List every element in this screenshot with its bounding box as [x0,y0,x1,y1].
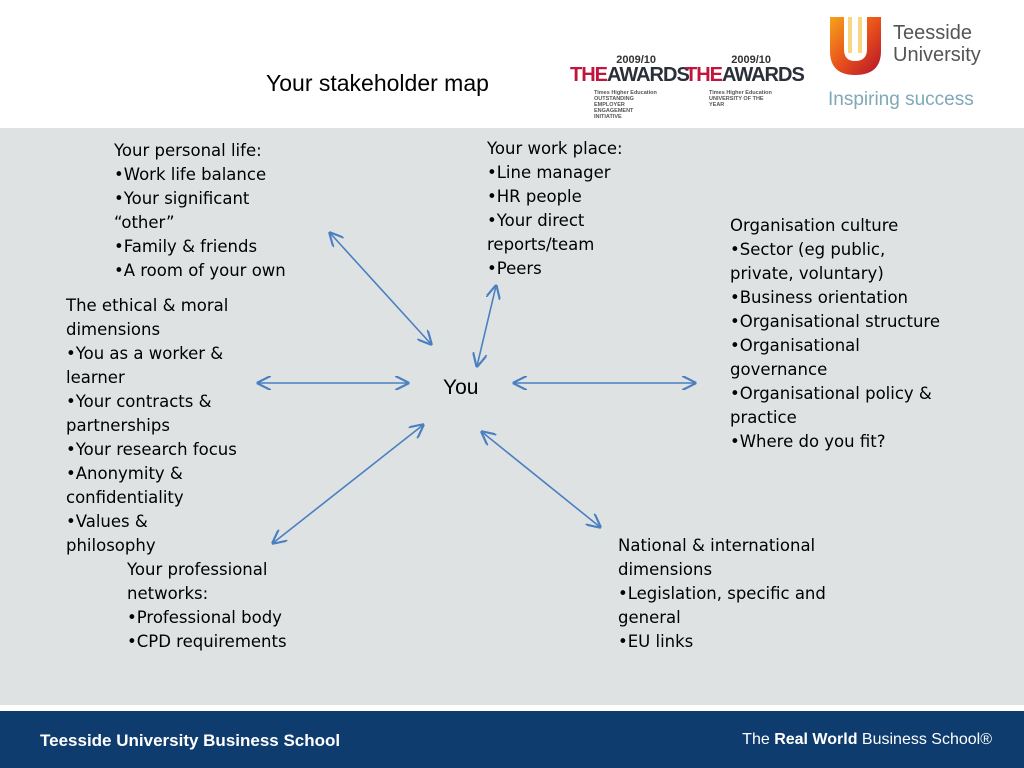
award-badge-1 [570,54,689,120]
award-year: 2009/10 [616,54,656,66]
award-title: THEAWARDS [685,64,804,86]
footer-slogan: The Real World Business School® [742,731,992,748]
box-ethical-moral: The ethical & moral dimensions •You as a worker & learner •Your contracts & partnerships •Your research focus •Anonymity & confidentiality •Values & philosophy [66,296,237,555]
award-title: THEAWARDS [570,64,689,86]
header [0,0,1024,128]
box-organisation-culture: Organisation culture •Sector (eg public, private, voluntary) •Business orientation •Organisational structure •Organisational governance •Organisational policy & practice •Where do you fit? [730,216,940,451]
university-name: Teesside University [893,22,981,66]
university-tagline: Inspiring success [828,89,974,110]
box-work-place: Your work place: •Line manager •HR people •Your direct reports/team •Peers [487,139,623,278]
award-year: 2009/10 [731,54,771,66]
footer-school-name: Teesside University Business School [40,731,341,750]
footer [0,711,1024,768]
box-national-international: National & international dimensions •Legislation, specific and general •EU links [618,536,826,651]
center-node-you: You [443,376,479,399]
box-professional-networks: Your professional networks: •Professional body •CPD requirements [127,560,287,651]
slide-title: Your stakeholder map [266,70,489,96]
award-subtitle: Times Higher Education OUTSTANDING EMPLOYER ENGAGEMENT INITIATIVE [594,90,657,120]
box-personal-life: Your personal life: •Work life balance •Your significant “other” •Family & friends •A room of your own [114,141,286,280]
award-subtitle: Times Higher Education UNIVERSITY OF THE YEAR [709,90,772,108]
university-logo-icon [828,15,883,77]
award-badge-2 [685,54,804,110]
